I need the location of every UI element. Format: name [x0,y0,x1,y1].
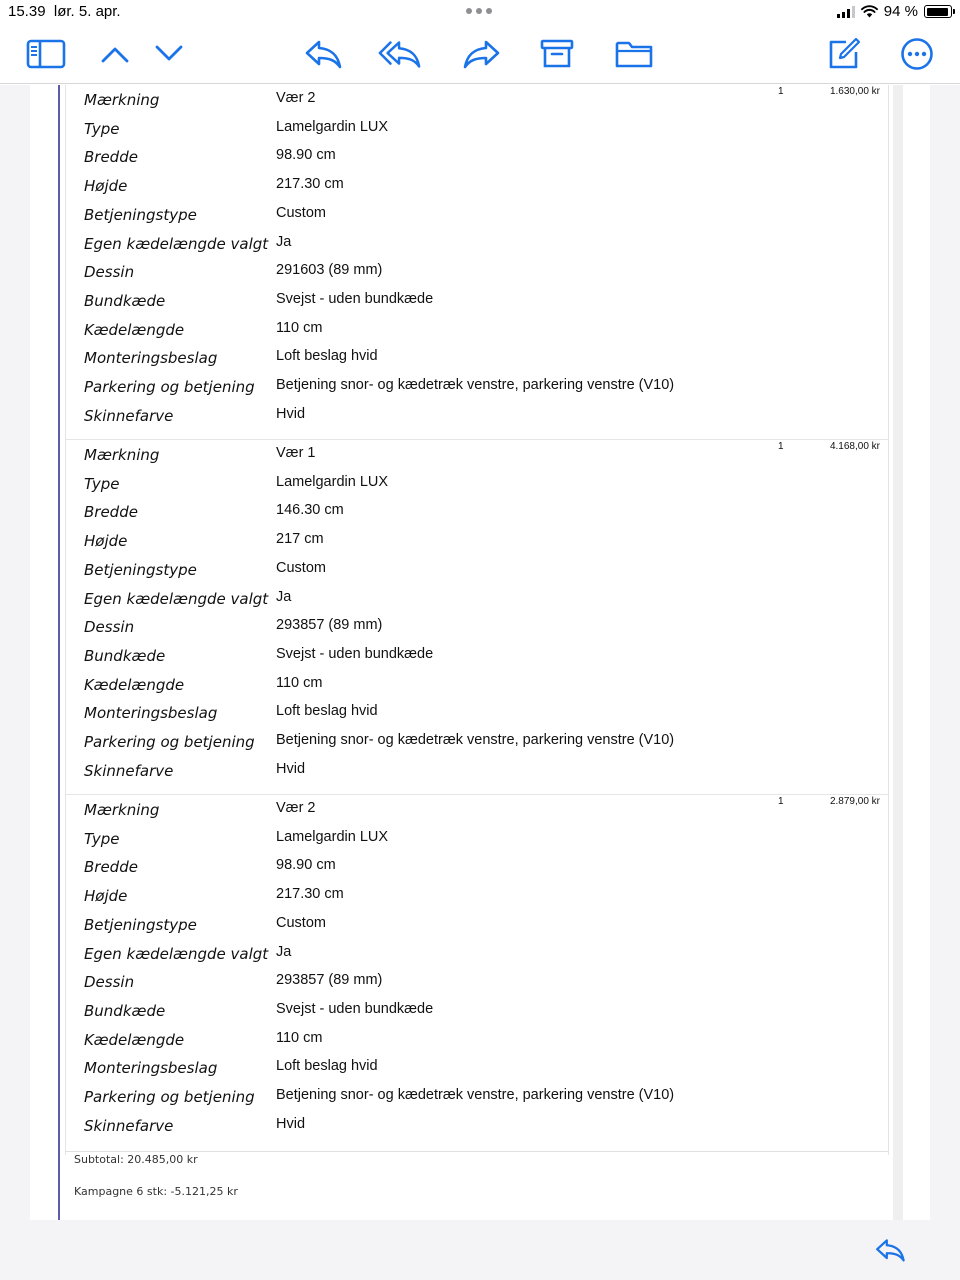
reply-icon [303,38,343,70]
attribute-label: Kædelængde [84,675,185,694]
attribute-label: Skinnefarve [84,1116,174,1135]
wifi-icon [861,5,878,18]
item-price: 2.879,00 kr [829,796,880,807]
attribute-label: Betjeningstype [84,205,197,224]
attribute-value: Vær 2 [276,90,316,106]
attribute-value: Ja [276,943,292,960]
attribute-label: Bredde [84,858,138,877]
subtotal: Subtotal: 20.485,00 kr [74,1153,198,1166]
attribute-label: Parkering og betjening [84,733,255,751]
attribute-row [66,644,888,672]
attribute-label: Kædelængde [84,320,185,339]
attribute-row [66,558,888,586]
attribute-row [66,375,888,403]
reply-all-icon [378,38,422,70]
battery-percent: 94 % [883,3,918,20]
attribute-row [66,701,888,729]
mail-toolbar [0,24,960,84]
attribute-label: Bundkæde [84,1001,166,1020]
attribute-row [66,673,888,701]
attribute-label: Dessin [84,618,135,637]
attribute-label: Højde [84,887,128,906]
attribute-label: Type [84,119,120,138]
attribute-row [66,730,888,758]
attribute-label: Egen kædelængde valgt [84,589,269,608]
attribute-value: Loft beslag hvid [276,348,378,365]
sidebar-icon [26,39,66,69]
attribute-value: Loft beslag hvid [276,703,378,720]
status-bar [0,0,960,24]
attribute-label: Monteringsbeslag [84,1059,218,1078]
reply-all-button[interactable] [378,32,422,76]
attribute-value: 291603 (89 mm) [276,262,383,279]
folder-icon [614,38,654,70]
attribute-value: Hvid [276,405,306,422]
item-quantity: 1 [778,86,784,97]
attribute-label: Kædelængde [84,1030,185,1049]
attribute-value: Ja [276,233,292,250]
campaign-discount: Kampagne 6 stk: -5.121,25 kr [74,1185,238,1198]
attribute-row [66,759,888,787]
quick-reply-button[interactable] [870,1230,910,1270]
status-date: lør. 5. apr. [53,3,121,20]
order-item [66,439,888,794]
attribute-label: Betjeningstype [84,560,197,579]
attribute-row [66,500,888,528]
order-email [30,85,930,1220]
attribute-label: Skinnefarve [84,761,174,780]
reply-icon [874,1237,906,1263]
attribute-value: Lamelgardin LUX [276,118,389,135]
status-time: 15.39 [8,3,46,20]
attribute-row [66,855,888,883]
archive-button[interactable] [535,32,579,76]
attribute-row [66,1085,888,1113]
attribute-label: Mærkning [84,446,160,464]
attribute-row [66,827,888,855]
attribute-row [66,913,888,941]
cellular-signal-icon [837,6,855,18]
more-options-button[interactable] [895,32,939,76]
attribute-row [66,346,888,374]
attribute-row [66,145,888,173]
attribute-row [66,587,888,615]
chevron-down-icon [154,44,184,64]
attribute-value: 98.90 cm [276,147,336,164]
item-quantity: 1 [778,796,784,807]
attribute-row [66,884,888,912]
attribute-row [66,203,888,231]
bottom-bar [0,1220,960,1280]
attribute-value: 217.30 cm [276,176,344,193]
attribute-value: Betjening snor- og kædetræk venstre, parkering venstre (V10) [276,1087,675,1103]
attribute-row [66,798,888,826]
attribute-label: Monteringsbeslag [84,349,218,368]
next-message-button[interactable] [147,32,191,76]
previous-message-button[interactable] [93,32,137,76]
attribute-label: Dessin [84,263,135,282]
attribute-value: Custom [276,914,326,931]
attribute-value: Ja [276,588,292,605]
forward-icon [462,38,502,70]
attribute-value: Svejst - uden bundkæde [276,290,434,307]
archive-icon [539,38,575,70]
attribute-row [66,942,888,970]
attribute-value: Custom [276,559,326,576]
attribute-label: Dessin [84,973,135,992]
attribute-label: Bundkæde [84,646,166,665]
more-icon [900,37,934,71]
quote-bar [58,85,60,1220]
attribute-value: 217 cm [276,531,324,548]
message-body[interactable] [0,85,960,1220]
attribute-value: Betjening snor- og kædetræk venstre, parkering venstre (V10) [276,377,675,393]
sidebar-toggle-button[interactable] [24,32,68,76]
attribute-label: Egen kædelængde valgt [84,234,269,253]
attribute-value: Svejst - uden bundkæde [276,645,434,662]
attribute-row [66,615,888,643]
attribute-value: Custom [276,204,326,221]
reply-button[interactable] [301,32,345,76]
attribute-value: Vær 1 [276,445,316,461]
table-bottom-border [66,1151,888,1152]
attribute-row [66,443,888,471]
attribute-row [66,999,888,1027]
attribute-label: Type [84,829,120,848]
attribute-label: Bredde [84,148,138,167]
item-price: 4.168,00 kr [829,441,880,452]
chevron-up-icon [100,44,130,64]
attribute-label: Skinnefarve [84,406,174,425]
attribute-label: Type [84,474,120,493]
attribute-row [66,404,888,432]
left-gutter [0,85,30,1220]
attribute-value: Vær 2 [276,800,316,816]
attribute-value: Betjening snor- og kædetræk venstre, parkering venstre (V10) [276,732,675,748]
attribute-label: Monteringsbeslag [84,704,218,723]
table-border-right [888,85,889,1155]
status-indicators [837,3,952,20]
attribute-value: Svejst - uden bundkæde [276,1000,434,1017]
attribute-value: Hvid [276,760,306,777]
right-gutter [930,85,960,1220]
attribute-value: Lamelgardin LUX [276,828,389,845]
attribute-row [66,970,888,998]
multitasking-dots-icon[interactable] [466,8,492,14]
attribute-row [66,174,888,202]
attribute-value: Loft beslag hvid [276,1058,378,1075]
attribute-value: Hvid [276,1115,306,1132]
attribute-row [66,1056,888,1084]
attribute-row [66,1114,888,1142]
attribute-label: Mærkning [84,91,160,109]
attribute-label: Betjeningstype [84,915,197,934]
item-quantity: 1 [778,441,784,452]
attribute-label: Bredde [84,503,138,522]
attribute-row [66,472,888,500]
move-to-folder-button[interactable] [612,32,656,76]
forward-button[interactable] [460,32,504,76]
attribute-label: Højde [84,177,128,196]
attribute-row [66,1028,888,1056]
attribute-row [66,117,888,145]
attribute-label: Højde [84,532,128,551]
order-item [66,794,888,1149]
attribute-label: Parkering og betjening [84,378,255,396]
compose-icon [826,37,862,71]
attribute-value: 217.30 cm [276,886,344,903]
attribute-row [66,318,888,346]
attribute-label: Bundkæde [84,291,166,310]
attribute-value: 98.90 cm [276,857,336,874]
item-separator [66,794,888,795]
attribute-value: 110 cm [276,1029,323,1046]
status-time-date [8,3,121,20]
attribute-value: 293857 (89 mm) [276,972,383,989]
attribute-value: 146.30 cm [276,502,344,519]
attribute-row [66,260,888,288]
attribute-row [66,529,888,557]
battery-icon [924,5,952,18]
attribute-label: Mærkning [84,801,160,819]
attribute-row [66,232,888,260]
item-price: 1.630,00 kr [829,86,880,97]
attribute-label: Egen kædelængde valgt [84,944,269,963]
attribute-row [66,88,888,116]
attribute-value: 110 cm [276,319,323,336]
compose-button[interactable] [822,32,866,76]
item-separator [66,439,888,440]
attribute-value: 293857 (89 mm) [276,617,383,634]
attribute-row [66,289,888,317]
order-item [66,85,888,439]
attribute-value: 110 cm [276,674,323,691]
table-shadow [893,85,903,1220]
attribute-label: Parkering og betjening [84,1088,255,1106]
attribute-value: Lamelgardin LUX [276,473,389,490]
